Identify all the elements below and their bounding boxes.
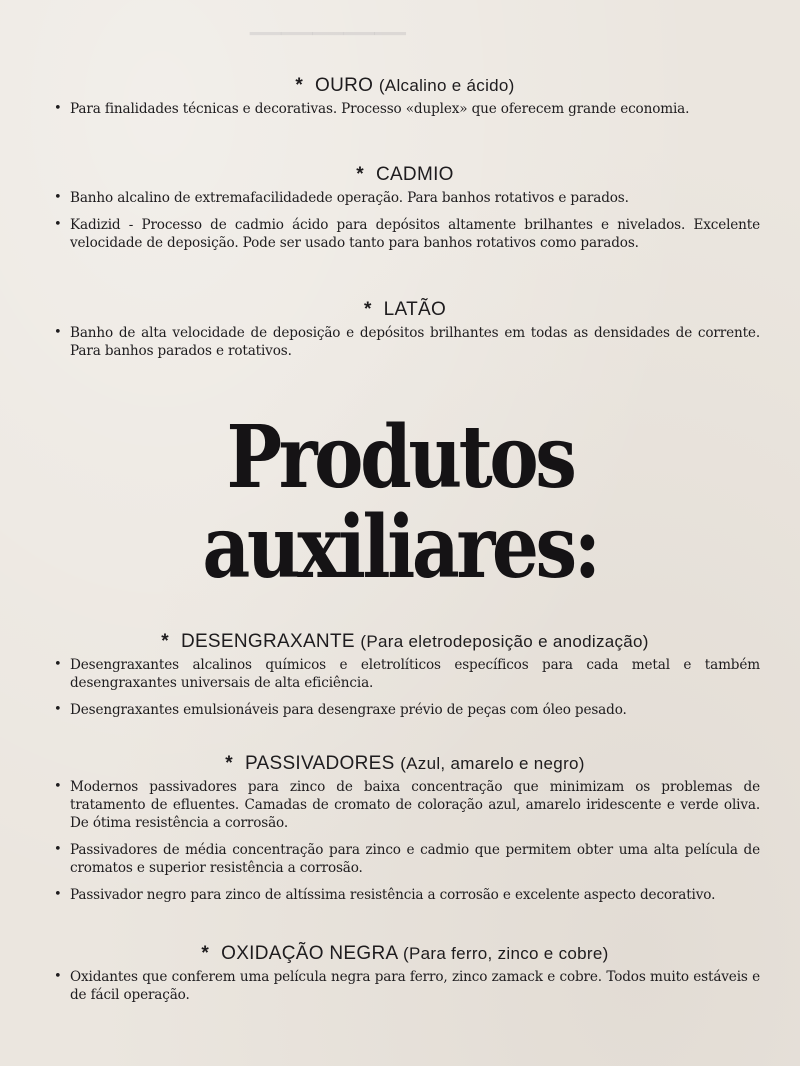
star-icon: * [201,943,210,964]
section-heading [50,942,760,966]
section-title: PASSIVADORES [244,753,395,774]
bleed-through-shading: ───── [250,8,406,57]
section-cadmio [50,163,760,261]
section-title: CADMIO [375,164,454,185]
star-icon: * [225,753,233,774]
list-item-text: Desengraxantes alcalinos químicos e eletrolíticos específicos para cada metal e também desengraxantes universais de alta eficiência. [70,657,760,691]
list-item [50,100,760,118]
section-heading [50,163,760,187]
page-title-line-1: Produtos [226,407,574,508]
section-subtitle: (Para ferro, zinco e cobre) [403,944,609,963]
section-subtitle: (Alcalino e ácido) [378,76,515,95]
section-passivadores [50,752,760,913]
list-item-text: Passivador negro para zinco de altíssima resistência a corrosão e excelente aspecto decorativo. [70,887,716,903]
section-title: LATÃO [383,299,447,320]
bullet-icon: • [54,325,62,340]
page-title-line-2: auxiliares: [202,497,598,598]
list-item-text: Kadizid - Processo de cadmio ácido para depósitos altamente brilhantes e nivelados. Excelente velocidade de deposição. Pode ser usado tanto para banhos rotativos como parados. [70,217,760,251]
section-title: OURO [315,75,374,96]
list-item [50,841,760,877]
section-subtitle: (Para eletrodeposição e anodização) [360,632,649,651]
section-oxidacao-negra [50,942,760,1013]
list-item [50,324,760,360]
section-heading [50,298,760,322]
list-item-text: Para finalidades técnicas e decorativas. Processo «duplex» que oferecem grande economia. [70,101,690,117]
section-ouro [50,74,760,127]
list-item-text: Banho de alta velocidade de deposição e depósitos brilhantes em todas as densidades de corrente. Para banhos parados e rotativos. [70,325,760,359]
bullet-icon: • [54,779,62,794]
bullet-icon: • [54,842,62,857]
bullet-icon: • [54,657,62,672]
section-heading [50,630,760,654]
section-heading [50,752,760,776]
section-subtitle: (Azul, amarelo e negro) [400,754,585,773]
section-desengraxante [50,630,760,728]
list-item-text: Banho alcalino de extremafacilidadede operação. Para banhos rotativos e parados. [70,190,629,206]
star-icon: * [295,75,304,96]
bullet-icon: • [54,969,62,984]
bullet-icon: • [54,887,62,902]
section-title: DESENGRAXANTE [180,631,355,652]
list-item [50,701,760,719]
section-latao [50,298,760,369]
bullet-icon: • [54,217,62,232]
list-item [50,216,760,252]
bullet-icon: • [54,190,62,205]
list-item-text: Desengraxantes emulsionáveis para desengraxe prévio de peças com óleo pesado. [70,702,627,718]
list-item-text: Passivadores de média concentração para zinco e cadmio que permitem obter uma alta película de cromatos e superior resistência a corrosão. [70,842,760,876]
star-icon: * [356,164,364,185]
star-icon: * [363,299,372,320]
star-icon: * [161,631,169,652]
list-item-text: Modernos passivadores para zinco de baixa concentração que minimizam os problemas de tratamento de efluentes. Camadas de cromato de coloração azul, amarelo iridescente e verde oliva. De ótima resistência a corrosão. [70,779,760,831]
list-item [50,656,760,692]
list-item [50,778,760,832]
section-title: OXIDAÇÃO NEGRA [221,943,398,964]
bullet-icon: • [54,702,62,717]
list-item [50,886,760,904]
list-item [50,189,760,207]
section-heading [50,74,760,98]
bullet-icon: • [54,101,62,116]
list-item [50,968,760,1004]
list-item-text: Oxidantes que conferem uma película negra para ferro, zinco zamack e cobre. Todos muito estáveis e de fácil operação. [70,969,760,1003]
